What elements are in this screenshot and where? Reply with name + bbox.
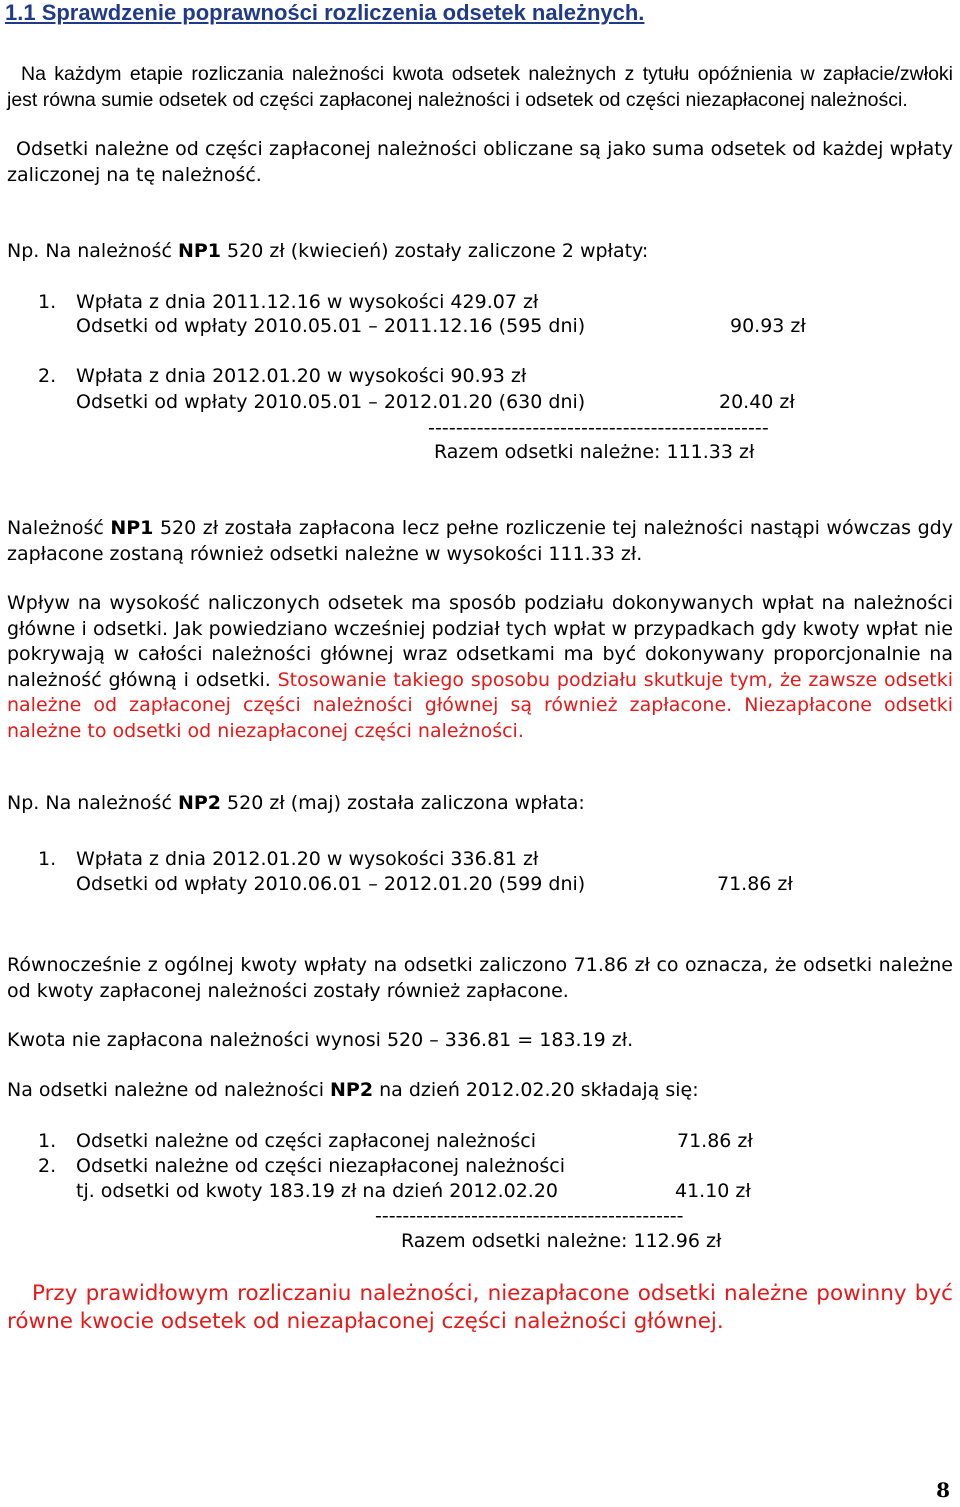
example1-lead-c: 520 zł (kwiecień) zostały zaliczone 2 wpłaty: — [220, 240, 649, 262]
example1-separator: ------------------------------------------------- — [428, 417, 769, 439]
list2-item1-amount: 71.86 zł — [677, 1130, 753, 1152]
method-paragraph-emphasis: Stosowanie takiego sposobu podziału skutkuje tym, że zawsze odsetki należne od zapłaconej części należności głównej są również zapłacone. Niezapłacone odsetki należne to odsetki od niezapłaconej części należności. — [7, 668, 953, 742]
closing-statement: Przy prawidłowym rozliczaniu należności, niezapłacone odsetki należne powinny być równe kwocie odsetek od niezapłaconej części należności głównej. — [7, 1281, 953, 1334]
list2-item2-text: Odsetki należne od części niezapłaconej należności — [76, 1155, 566, 1177]
example1-item2-amount: 20.40 zł — [719, 391, 795, 413]
example1-code: NP1 — [177, 240, 221, 262]
example2-lead — [7, 792, 585, 814]
simultaneous-paragraph: Równocześnie z ogólnej kwoty wpłaty na odsetki zaliczono 71.86 zł co oznacza, że odsetki należne od kwoty zapłaconej należności zostały również zapłacone. — [7, 954, 953, 1002]
page-number: 8 — [936, 1478, 950, 1502]
intro-paragraph-1: Na każdym etapie rozliczania należności kwota odsetek należnych z tytułu opóźnienia w zapłacie/zwłoki jest równa sumie odsetek od części zapłaconej należności i odsetek od części niezapłaconej należności. — [7, 63, 953, 111]
example2-item-amount: 71.86 zł — [717, 873, 793, 895]
example2-code: NP2 — [177, 792, 221, 814]
list2-item1-text: Odsetki należne od części zapłaconej należności — [76, 1130, 537, 1152]
example1-item2-payment: Wpłata z dnia 2012.01.20 w wysokości 90.93 zł — [76, 365, 527, 387]
np1-code: NP1 — [110, 517, 154, 539]
example1-item1-number: 1. — [38, 291, 57, 313]
example1-total: Razem odsetki należne: 111.33 zł — [434, 441, 755, 463]
example2-item-number: 1. — [38, 848, 57, 870]
list2-separator: --------------------------------------------- — [375, 1205, 684, 1227]
np1-paragraph-a: Należność — [7, 517, 111, 539]
np1-paragraph — [7, 516, 953, 567]
list2-item2-text2: tj. odsetki od kwoty 183.19 zł na dzień 2012.02.20 — [76, 1180, 559, 1202]
example1-lead — [7, 240, 648, 262]
example2-item-payment: Wpłata z dnia 2012.01.20 w wysokości 336.81 zł — [76, 848, 539, 870]
example2-item-interest: Odsetki od wpłaty 2010.06.01 – 2012.01.20 (599 dni) — [76, 873, 586, 895]
example1-item2-interest: Odsetki od wpłaty 2010.05.01 – 2012.01.20 (630 dni) — [76, 391, 586, 413]
example1-item1-interest: Odsetki od wpłaty 2010.05.01 – 2011.12.16 (595 dni) — [76, 315, 586, 337]
example1-item1-amount: 90.93 zł — [730, 315, 806, 337]
example2-lead-a: Np. Na należność — [7, 792, 178, 814]
list2-item1-number: 1. — [38, 1130, 57, 1152]
example1-lead-a: Np. Na należność — [7, 240, 178, 262]
list2-item2-number: 2. — [38, 1155, 57, 1177]
np1-paragraph-c: 520 zł została zapłacona lecz pełne rozliczenie tej należności nastąpi wówczas gdy zapłacone zostaną również odsetki należne w wysokości 111.33 zł. — [7, 517, 953, 565]
example1-item2-number: 2. — [38, 365, 57, 387]
intro-paragraph-2: Odsetki należne od części zapłaconej należności obliczane są jako suma odsetek od każdej wpłaty zaliczonej na tę należność. — [7, 138, 953, 186]
example2-lead-c: 520 zł (maj) została zaliczona wpłata: — [220, 792, 585, 814]
np2-composition-lead — [7, 1079, 699, 1101]
section-heading: 1.1 Sprawdzenie poprawności rozliczenia odsetek należnych. — [5, 0, 645, 25]
np2-composition-a: Na odsetki należne od należności — [7, 1079, 331, 1101]
unpaid-amount-line: Kwota nie zapłacona należności wynosi 520 – 336.81 = 183.19 zł. — [7, 1029, 634, 1051]
example1-item1-payment: Wpłata z dnia 2011.12.16 w wysokości 429.07 zł — [76, 291, 539, 313]
method-paragraph-black: Wpływ na wysokość naliczonych odsetek ma sposób podziału dokonywanych wpłat na należności główne i odsetki. Jak powiedziano wcześniej podział tych wpłat w przypadkach gdy kwoty wpłat nie pokrywają w całości należności głównej wraz odsetkami ma być dokonywany proporcjonalnie na należność główną i odsetki. — [7, 592, 953, 691]
method-paragraph — [7, 591, 953, 744]
np2-code: NP2 — [330, 1079, 374, 1101]
list2-item2-amount: 41.10 zł — [675, 1180, 751, 1202]
list2-total: Razem odsetki należne: 112.96 zł — [401, 1230, 722, 1252]
np2-composition-c: na dzień 2012.02.20 składają się: — [373, 1079, 699, 1101]
